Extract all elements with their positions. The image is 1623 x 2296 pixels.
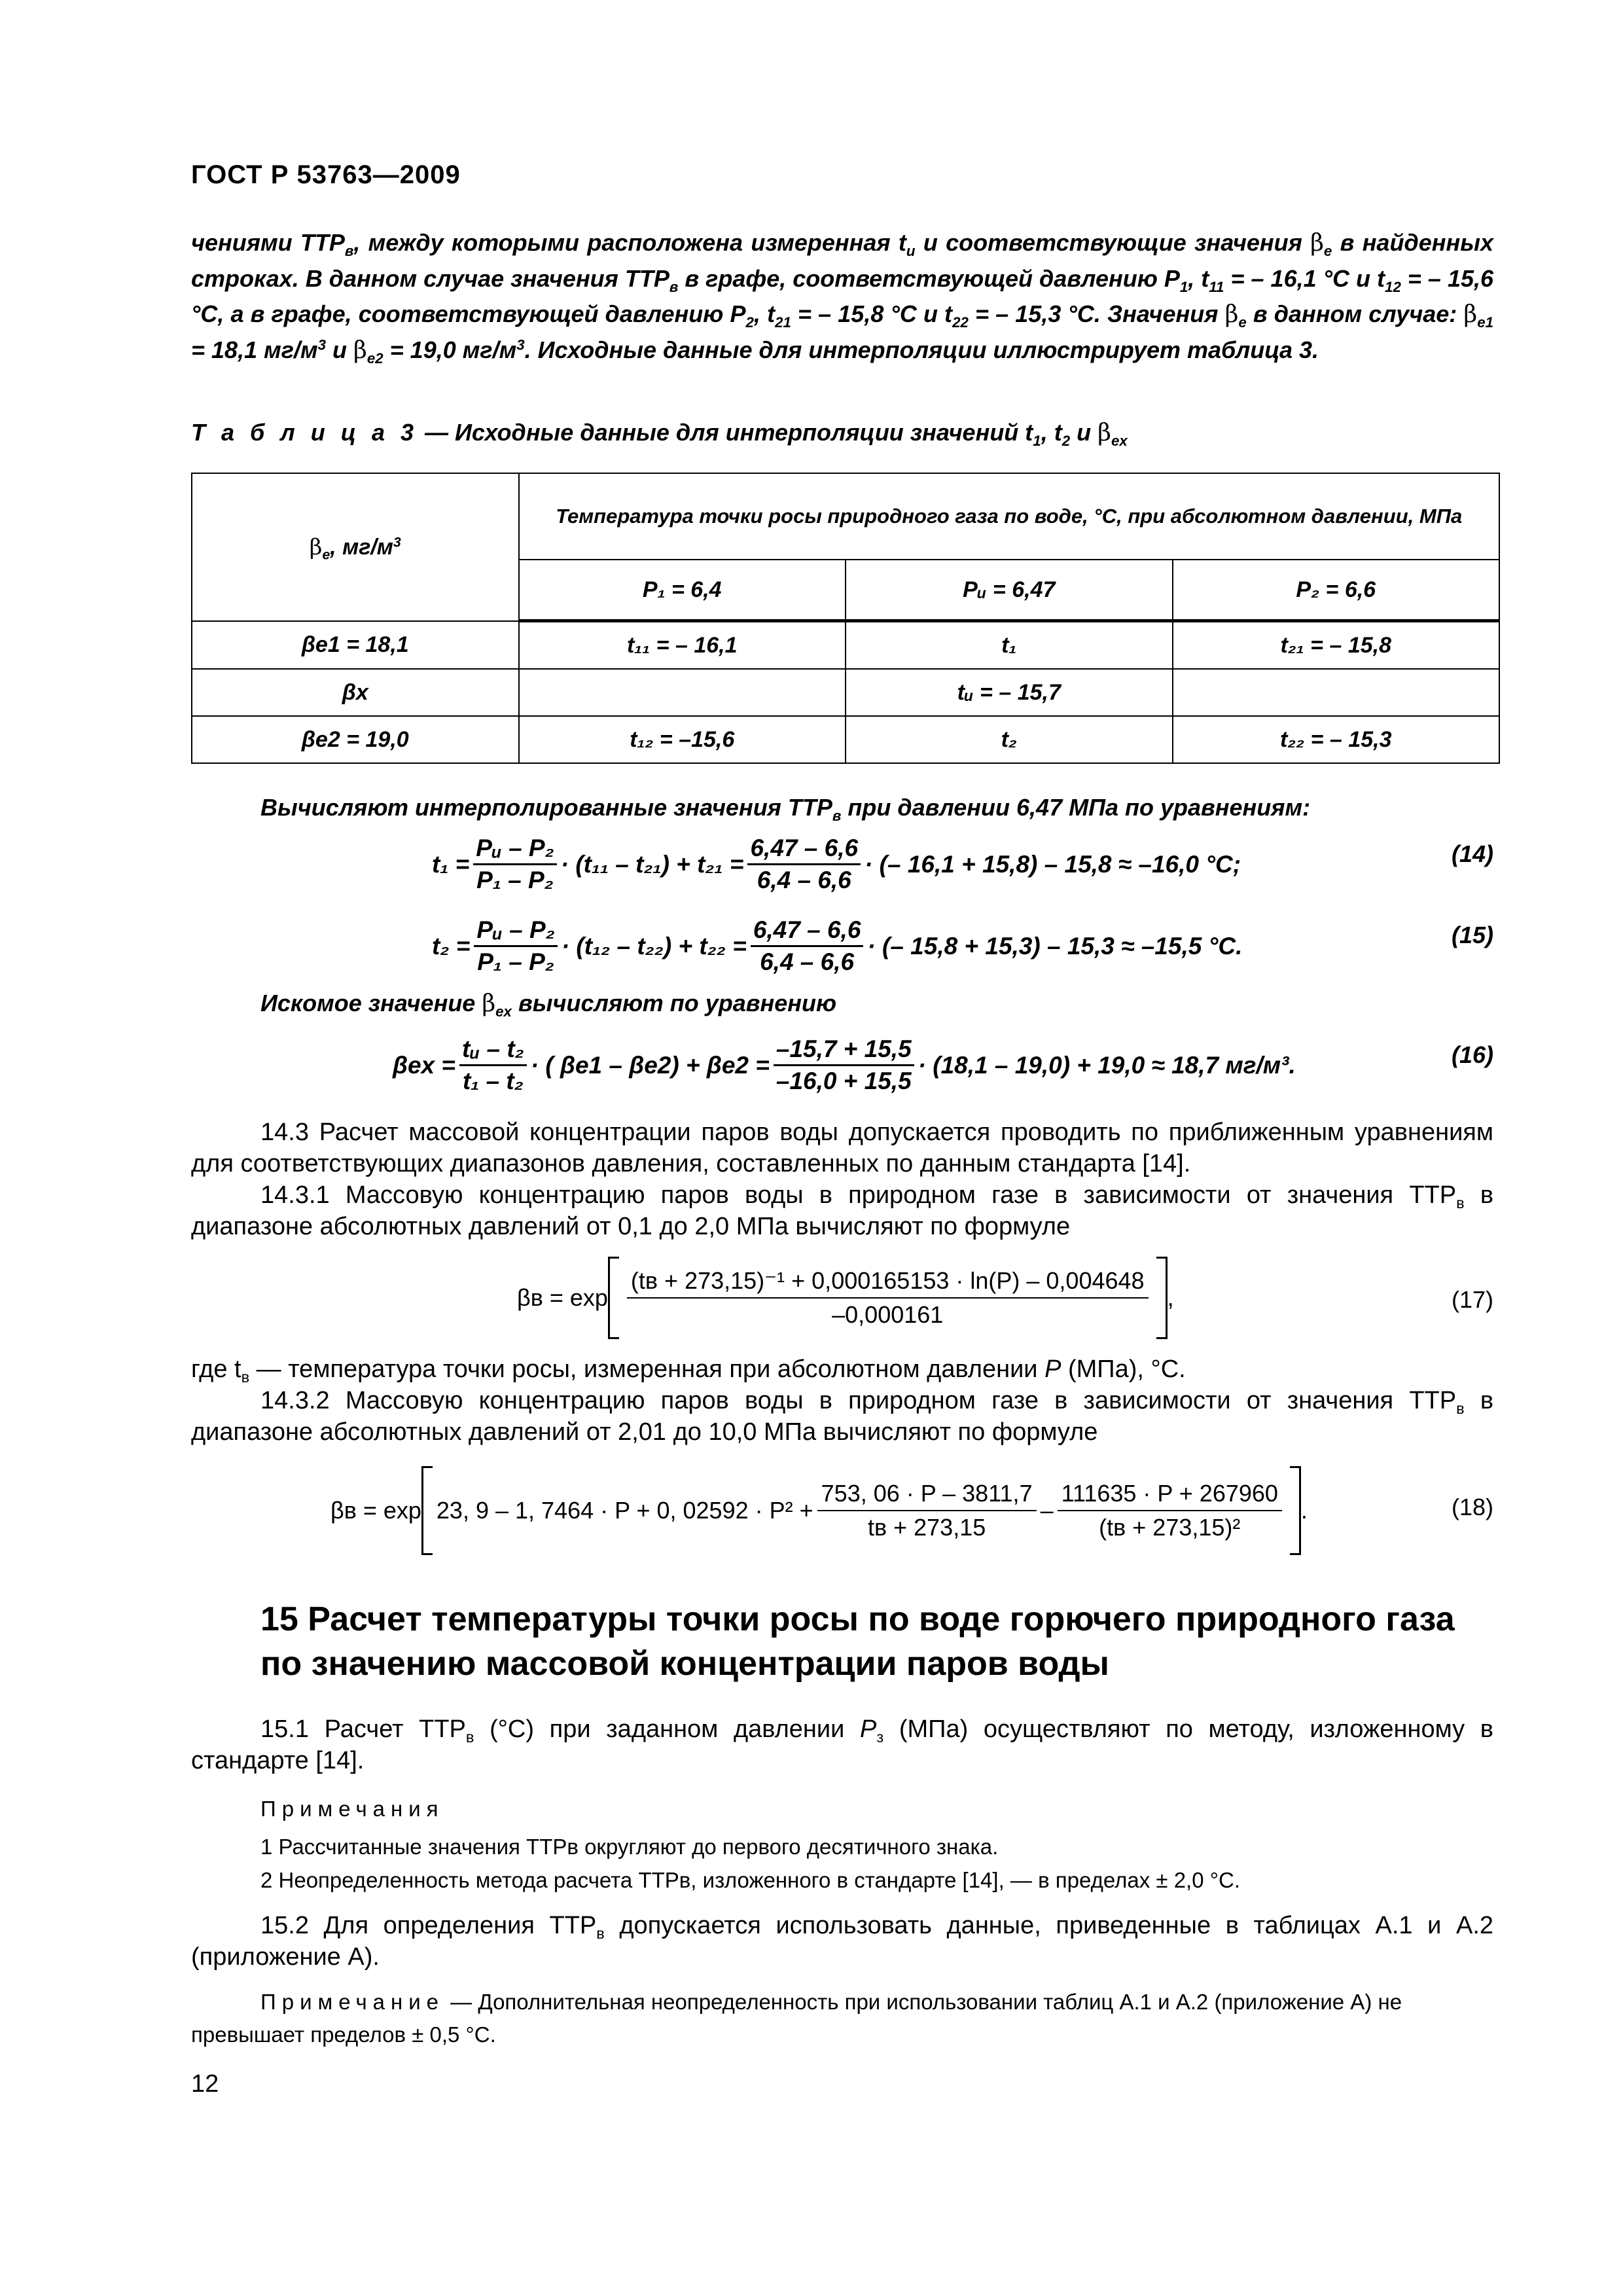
table-cell: t₁ bbox=[846, 621, 1173, 670]
fraction: $\frac{6,47 - 6,6}{6,4 - 6,6}$ bbox=[747, 834, 861, 894]
table-cell: t₂₂ = – 15,3 bbox=[1173, 716, 1500, 763]
fraction: $\frac{753, 06 \cdot P - 3811,7}{tв + 273,15}$ bbox=[817, 1479, 1037, 1542]
interpolation-table bbox=[191, 473, 1500, 764]
notes-list bbox=[260, 1830, 1240, 1897]
table-cell: tᵤ = – 15,7 bbox=[846, 669, 1173, 716]
section-14-3-text: 14.3 Расчет массовой концентрации паров воды допускается проводить по приближенным уравнениям для соответствующих диапазонов давления, составленных по данным стандарта [14]. 14.3.1 Массовую концентрацию паров воды в природном газе в зависимости от значения $ТТР_в$ в диапазоне абсолютных давлений от 0,1 до 2,0 МПа вычисляют по формуле bbox=[191, 1119, 1494, 1240]
table-head-beta: $\beta_е$, $мг/м^3$ bbox=[192, 473, 519, 621]
section-15-1-text: 15.1 Расчет $ТТР_в$ (°С) при заданном давлении $P_з$ (МПа) осуществляют по методу, изложенному в стандарте [14]. bbox=[191, 1715, 1493, 1774]
table-caption: Т а б л и ц а 3 — Исходные данные для интерполяции значений $t_1$, $t_2$ и $\beta_{ex}$ bbox=[191, 419, 1128, 449]
note-item: 2 Неопределенность метода расчета ТТРв, изложенного в стандарте [14], — в пределах ± 2,0 °С. bbox=[260, 1868, 1240, 1892]
equation-number: (15) bbox=[1452, 922, 1494, 948]
page-number: 12 bbox=[191, 2070, 219, 2098]
bracket-left bbox=[608, 1257, 619, 1339]
table-row bbox=[192, 716, 1499, 763]
equation-number: (18) bbox=[1452, 1494, 1494, 1520]
equation-14: t₁ = $\frac{\text{Pᵤ – P₂}}{\text{P₁ – P₂}}$ · (t₁₁ – t₂₁) + t₂₁ = $\frac{6,47 - 6,6}{6,4 - 6,6}$ · (– 16,1 + 15,8) – 15,8 ≈ –16,0 °С; bbox=[432, 834, 1241, 893]
table-subhead-p1: P₁ = 6,4 bbox=[519, 560, 846, 621]
table-cell: βx bbox=[192, 669, 519, 716]
search-lead-text: Искомое значение $\beta_{ex}$ вычисляют по уравнению bbox=[260, 990, 837, 1020]
fraction: $\frac{111635 \cdot P + 267960}{\text{(tв + 273,15)²}}$ bbox=[1058, 1479, 1282, 1542]
calc-lead-text: Вычисляют интерполированные значения $ТТР_в$ при давлении 6,47 МПа по уравнениям: bbox=[260, 794, 1311, 824]
table-cell: βе1 = 18,1 bbox=[192, 621, 519, 670]
equation-17: βв = exp $\frac{\text{(tв + 273,15)⁻¹ + 0,000165153 · ln(P) – 0,004648}}{-0,000161}$ , bbox=[517, 1257, 1174, 1339]
table-row bbox=[192, 621, 1499, 670]
table-cell: t₂₁ = – 15,8 bbox=[1173, 621, 1500, 670]
equation-number: (17) bbox=[1452, 1286, 1494, 1313]
intro-paragraph: чениями $ТТР_в$, между которыми расположена измеренная $t_u$ и соответствующие значения $\beta_е$ в найденных строках. В данном случае значения $ТТР_в$ в графе, соответствующей давлению $P_1$, $t_{11}$ = – 16,1 °С и $t_{12}$ = – 15,6 °С, а в графе, соответствующей давлению $P_2$, $t_{21}$ = – 15,8 °С и $t_{22}$ = – 15,3 °С. Значения $\beta_е$ в данном случае: $\beta_{е1} = 18,1$ $мг/м^3$ и $\beta_{е2} = 19,0$ $мг/м^3$. Исходные данные для интерполяции иллюстрирует таблица 3. bbox=[191, 229, 1494, 367]
fraction: $\frac{6,47 - 6,6}{6,4 - 6,6}$ bbox=[751, 916, 864, 976]
bracket-right bbox=[1290, 1466, 1301, 1555]
table-cell: t₁₂ = –15,6 bbox=[519, 716, 846, 763]
fraction: $\frac{-15,7 + 15,5}{-16,0 + 15,5}$ bbox=[774, 1035, 914, 1095]
note-item: 1 Рассчитанные значения ТТРв округляют до первого десятичного знака. bbox=[260, 1835, 999, 1859]
table-subhead-p2: P₂ = 6,6 bbox=[1173, 560, 1500, 621]
equation-15: t₂ = $\frac{\text{Pᵤ – P₂}}{\text{P₁ – P₂}}$ · (t₁₂ – t₂₂) + t₂₂ = $\frac{6,47 - 6,6}{6,4 - 6,6}$ · (– 15,8 + 15,3) – 15,3 ≈ –15,5 °С. bbox=[432, 916, 1243, 975]
table-cell: t₁₁ = – 16,1 bbox=[519, 621, 846, 670]
fraction: $\frac{\text{Pᵤ – P₂}}{\text{P₁ – P₂}}$ bbox=[474, 916, 558, 976]
table-cell bbox=[1173, 669, 1500, 716]
fraction: $\frac{\text{tᵤ – t₂}}{\text{t₁ – t₂}}$ bbox=[459, 1035, 527, 1095]
equation-18: βв = exp 23, 9 – 1, 7464 · P + 0, 02592 · P² + $\frac{753, 06 \cdot P - 3811,7}{tв + 273,15}$ – $\frac{111635 \cdot P + 267960}{\text{(tв + 273,15)²}}$ . bbox=[330, 1466, 1308, 1555]
table-row bbox=[192, 669, 1499, 716]
bracket-right bbox=[1156, 1257, 1168, 1339]
fraction: $\frac{\text{(tв + 273,15)⁻¹ + 0,000165153 · ln(P) – 0,004648}}{-0,000161}$ bbox=[627, 1266, 1149, 1329]
final-note: Примечание — Дополнительная неопределенность при использовании таблиц А.1 и А.2 (приложение А) не превышает пределов ± 0,5 °С. bbox=[191, 1990, 1402, 2047]
section-15-2-text: 15.2 Для определения $ТТР_в$ допускается использовать данные, приведенные в таблицах А.1 и А.2 (приложение А). bbox=[191, 1912, 1494, 1971]
table-cell bbox=[519, 669, 846, 716]
section-15-heading: 15 Расчет температуры точки росы по воде горючего природного газа по значению массовой концентрации паров воды bbox=[260, 1600, 1455, 1683]
document-header: ГОСТ Р 53763—2009 bbox=[191, 160, 461, 189]
equation-number: (16) bbox=[1452, 1041, 1494, 1068]
table-group-header: Температура точки росы природного газа по воде, °С, при абсолютном давлении, МПа bbox=[519, 473, 1500, 560]
section-14-3-2-text: где $t_в$ — температура точки росы, измеренная при абсолютном давлении P (МПа), °С. 14.3.2 Массовую концентрацию паров воды в природном газе в зависимости от значения $ТТР_в$ в диапазоне абсолютных давлений от 2,01 до 10,0 МПа вычисляют по формуле bbox=[191, 1355, 1494, 1446]
equation-16: βex = $\frac{\text{tᵤ – t₂}}{\text{t₁ – t₂}}$ · ( βе1 – βе2) + βе2 = $\frac{-15,7 + 15,5}{-16,0 + 15,5}$ · (18,1 – 19,0) + 19,0 ≈ 18,7 мг/м³. bbox=[393, 1035, 1296, 1094]
fraction: $\frac{\text{Pᵤ – P₂}}{\text{P₁ – P₂}}$ bbox=[473, 834, 557, 894]
notes-heading: Примечания bbox=[260, 1797, 444, 1821]
bracket-left bbox=[421, 1466, 433, 1555]
equation-number: (14) bbox=[1452, 840, 1494, 867]
table-cell: βе2 = 19,0 bbox=[192, 716, 519, 763]
table-subhead-pu: Pᵤ = 6,47 bbox=[846, 560, 1173, 621]
table-cell: t₂ bbox=[846, 716, 1173, 763]
